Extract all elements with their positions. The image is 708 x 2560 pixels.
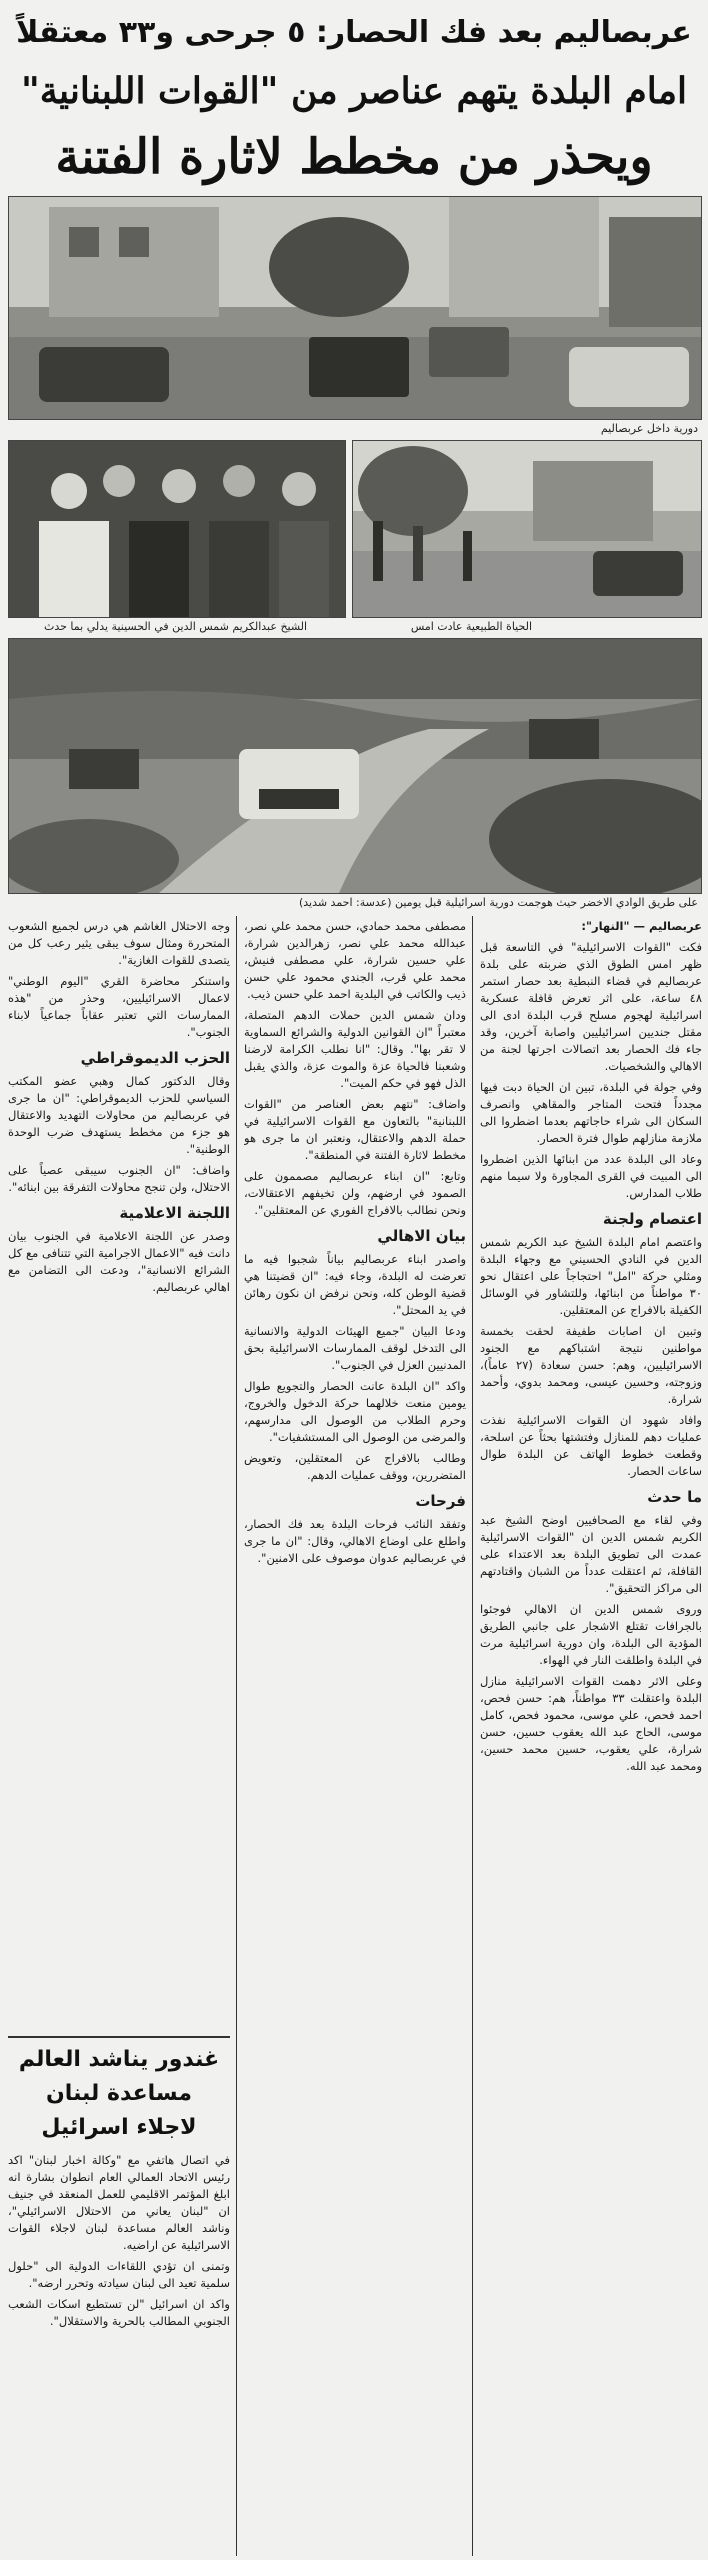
subheading: بيان الاهالي	[377, 1227, 466, 1245]
box-story-title-2: مساعدة لبنان	[46, 2081, 192, 2106]
column-rule-2	[472, 916, 473, 2556]
column-rule-1	[236, 916, 237, 2556]
paragraph: وافاد شهود ان القوات الاسرائيلية نفذت عمليات دهم للمنازل وفتشتها بحثاً عن اسلحة، وقطعت خطوط الهاتف عن البلدة طوال ساعات الحصار.	[480, 1413, 702, 1478]
patrol-photo	[8, 196, 702, 420]
paragraph: وعاد الى البلدة عدد من ابنائها الذين اضطروا الى المبيت في القرى المجاورة ولا سيما منهم طلاب المدارس.	[480, 1152, 702, 1200]
paragraph: وفي جولة في البلدة، تبين ان الحياة دبت فيها مجدداً فتحت المتاجر والمقاهي وانصرف السكان الى شراء حاجاتهم بعدما اضطروا الى ملازمة منازلهم طوال فترة الحصار.	[480, 1080, 702, 1145]
paragraph: وتبين ان اصابات طفيفة لحقت بخمسة مواطنين نتيجة اشتباكهم مع الجنود الاسرائيليين، وهم: حسن سعادة (٢٧ عاماً)، وزوجته، وحسين عيسى، ومحمد بدوي، وأحمد شرارة.	[480, 1324, 702, 1406]
sheikh-photo	[8, 440, 346, 618]
article-column-right	[480, 918, 702, 2554]
valley-road-photo	[8, 638, 702, 894]
subheading: فرحات	[415, 1492, 466, 1510]
paragraph: واعتصم امام البلدة الشيخ عبد الكريم شمس الدين في النادي الحسيني مع وجهاء البلدة ومثلي حركة "امل" احتجاجاً على اعتقال نحو ٣٠ مواطناً من ابنائها، وللتشاور في الوسائل الكفيلة بالافراج عن المعتقلين.	[480, 1235, 702, 1317]
paragraph: فكت "القوات الاسرائيلية" في التاسعة قبل ظهر امس الطوق الذي ضربته على بلدة عربصاليم في قضاء النبطية بعد حصار استمر ٤٨ ساعة، على اثر تعرض قافلة عسكرية اسرائيلية لهجوم مسلح قرب البلدة ادى الى مقتل جنديين اسرائيليين واصابة آخرين، وقد جاء فك الحصار بعد اتصالات اجرتها لجنة من الاهالي والشخصيات.	[480, 940, 702, 1073]
article-column-middle	[244, 918, 466, 2554]
box-story-top-rule	[8, 2036, 230, 2038]
paragraph: وتمنى ان تؤدي اللقاءات الدولية الى "حلول سلمية تعيد الى لبنان سيادته وتحرر ارضه".	[8, 2259, 230, 2290]
paragraph: وقال الدكتور كمال وهبي عضو المكتب السياسي للحزب الديموقراطي: "ان ما جرى في عربصاليم من محاولات التهديد والاعتقال هو جزء من مخطط يستهدف ضرب الوحدة الوطنية".	[8, 1074, 230, 1156]
paragraph: واضاف: "ان الجنوب سيبقى عصياً على الاحتلال، ولن تنجح محاولات التفرقة بين ابنائه".	[8, 1163, 230, 1194]
street-caption: الحياة الطبيعية عادت امس	[410, 620, 532, 633]
subheading: اللجنة الاعلامية	[119, 1204, 230, 1222]
paragraph: وتابع: "ان ابناء عربصاليم مصممون على الصمود في ارضهم، ولن تخيفهم الاعتقالات، ونحن نطالب بالافراج الفوري عن المعتقلين".	[244, 1169, 466, 1217]
paragraph: وروى شمس الدين ان الاهالي فوجئوا بالجرافات تقتلع الاشجار على جانبي الطريق المؤدية الى البلدة، وان دورية اسرائيلية مرت في البلدة واطلقت النار في الهواء.	[480, 1602, 702, 1667]
patrol-caption: دورية داخل عربصاليم	[600, 422, 698, 435]
paragraph: واضاف: "نتهم بعض العناصر من "القوات اللبنانية" بالتعاون مع القوات الاسرائيلية في حملة الدهم والاعتقال، ونعتبر ان ما جرى هو مخطط لاثارة الفتنة في المنطقة".	[244, 1097, 466, 1162]
street-photo	[352, 440, 702, 618]
paragraph: في اتصال هاتفي مع "وكالة اخبار لبنان" اكد رئيس الاتحاد العمالي العام انطوان بشارة انه ابلغ المؤتمر الاقليمي للعمل المنعقد في جنيف ان "لبنان يعاني من الاحتلال الاسرائيلي"، وناشد العالم مساعدة لبنان لاجلاء القوات الاسرائيلية عن اراضيه.	[8, 2153, 230, 2252]
article-column-left	[8, 918, 230, 2028]
paragraph: واكد "ان البلدة عانت الحصار والتجويع طوال يومين منعت خلالهما حركة الدخول والخروج، وحرم الطلاب من الوصول الى مدارسهم، والمرضى من الوصول الى المستشفيات".	[244, 1379, 466, 1444]
kicker-headline: عربصاليم بعد فك الحصار: ٥ جرحى و٣٣ معتقلاً	[16, 15, 692, 50]
valley-caption: على طريق الوادي الاخضر حيث هوجمت دورية اسرائيلية قبل يومين (عدسة: احمد شديد)	[298, 896, 698, 909]
subheading: ما حدث	[647, 1488, 702, 1506]
paragraph: واكد ان اسرائيل "لن تستطيع اسكات الشعب الجنوبي المطالب بالحرية والاستقلال".	[8, 2297, 230, 2328]
paragraph: مصطفى محمد حمادي، حسن محمد علي نصر، عبدالله محمد علي نصر، زهرالدين شرارة، علي حسين شرارة، علي مصطفى فنيش، محمد علي قرب، الجندي محمود علي حسن ذيب والكاتب في البلدية احمد علي حسن ذيب.	[244, 919, 466, 1001]
paragraph: ودان شمس الدين حملات الدهم المتصلة، معتبراً "ان القوانين الدولية والشرائع السماوية لا تقر بها". وقال: "انا نطلب الكرامة لارضنا وشعبنا فالحياة عزة والموت عزة، والذي يقبل الذل فهو في حكم الميت".	[244, 1008, 466, 1090]
paragraph: وطالب بالافراج عن المعتقلين، وتعويض المتضررين، ووقف عمليات الدهم.	[244, 1451, 466, 1482]
paragraph: وعلى الاثر دهمت القوات الاسرائيلية منازل البلدة واعتقلت ٣٣ مواطناً، هم: حسن فحص، احمد فحص، علي موسى، محمود فحص، كامل موسى، الحاج عبد الله يعقوب حسين، حسن شرارة، علي يعقوب، حسين محمد حسين، ومحمد عبد الله.	[480, 1674, 702, 1773]
paragraph: وتفقد النائب فرحات البلدة بعد فك الحصار، واطلع على اوضاع الاهالي، وقال: "ان ما جرى في عربصاليم عدوان موصوف على الامنين".	[244, 1517, 466, 1565]
subheading: اعتصام ولجنة	[602, 1210, 702, 1228]
box-story-body	[8, 2152, 230, 2554]
sub-headline: ويحذر من مخطط لاثارة الفتنة	[55, 129, 653, 185]
paragraph: واصدر ابناء عربصاليم بياناً شجبوا فيه ما تعرضت له البلدة، وجاء فيه: "ان قضيتنا هي قضية الوطن كله، ونحن نرفض ان نكون رهائن في يد المحتل".	[244, 1252, 466, 1317]
box-story-title-3: لاجلاء اسرائيل	[41, 2115, 197, 2140]
paragraph: وصدر عن اللجنة الاعلامية في الجنوب بيان دانت فيه "الاعمال الاجرامية التي تتنافى مع كل الشرائع الانسانية"، ودعت الى التضامن مع اهالي عربصاليم.	[8, 1229, 230, 1294]
box-story-title-1: غندور يناشد العالم	[18, 2047, 220, 2072]
main-headline: امام البلدة يتهم عناصر من "القوات اللبنانية"	[20, 70, 688, 112]
paragraph: واستنكر محاضرة القري "اليوم الوطني" لاعمال الاسرائيليين، وحذر من "هذه الممارسات التي تعتبر عقاباً جماعياً لابناء الجنوب".	[8, 974, 230, 1039]
sheikh-caption: الشيخ عبدالكريم شمس الدين في الحسينية يدلي بما حدث	[44, 620, 308, 633]
paragraph: ودعا البيان "جميع الهيئات الدولية والانسانية الى التدخل لوقف الممارسات الاسرائيلية بحق المدنيين العزل في الجنوب".	[244, 1324, 466, 1372]
paragraph: وجه الاحتلال الغاشم هي درس لجميع الشعوب المتحررة ومثال سوف يبقى يثير رعب كل من يتصدى للقوات الغازية".	[8, 919, 230, 967]
subheading: الحزب الديموقراطي	[80, 1049, 230, 1067]
paragraph: وفي لقاء مع الصحافيين اوضح الشيخ عبد الكريم شمس الدين ان "القوات الاسرائيلية عمدت الى تطويق البلدة بعد الاعتداء على القافلة، ثم اعتقلت عدداً من الشبان واقتادتهم الى مراكز التحقيق".	[480, 1513, 702, 1595]
dateline: عربصاليم — "النهار":	[581, 919, 702, 933]
